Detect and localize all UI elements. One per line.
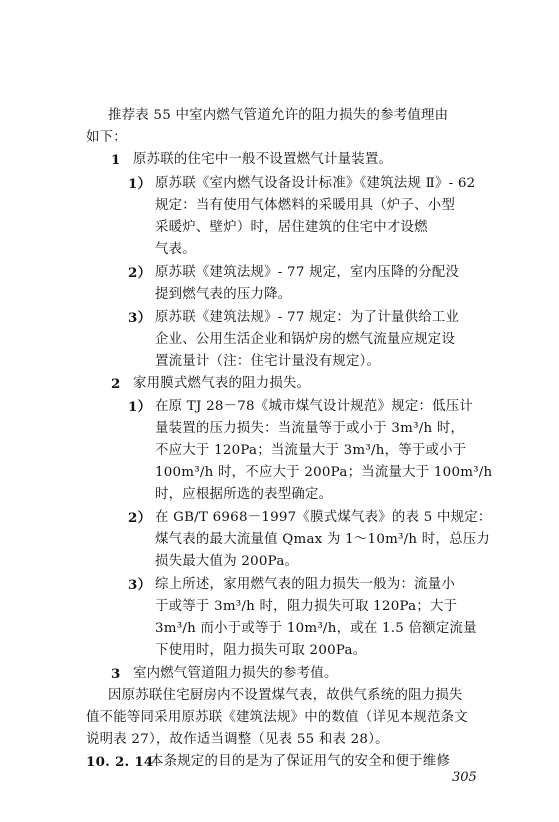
text-line: 规定：当有使用气体燃料的采暖用具（炉子、小型 [155,198,456,213]
list-marker: 2） [128,265,152,281]
text-line: 100m³/h 时，不应大于 200Pa；当流量大于 100m³/h [155,465,493,480]
list-marker: 3） [128,310,152,326]
text-line: 于或等于 3m³/h 时，阻力损失可取 120Pa；大于 [155,599,458,614]
text-line: 量装置的压力损失：当流量等于或小于 3m³/h 时， [155,421,465,436]
text-line: 3m³/h 而小于或等于 10m³/h，或在 1.5 倍额定流量 [155,621,477,636]
list-marker: 3） [128,577,152,593]
list-marker: 1） [128,176,152,192]
text-line: 损失最大值为 200Pa。 [155,554,299,569]
text-line: 推荐表 55 中室内燃气管道允许的阻力损失的参考值理由 [108,108,449,123]
list-marker: 2） [128,510,152,526]
text-line: 采暖炉、壁炉）时，居住建筑的住宅中才设燃 [155,220,428,235]
text-line: 说明表 27），故作适当调整（见表 55 和表 28）。 [86,732,389,747]
text-line: 下使用时，阻力损失可取 200Pa。 [155,643,367,658]
text-line: 原苏联《建筑法规》- 77 规定，室内压降的分配没 [155,265,460,280]
text-line: 不应大于 120Pa；当流量大于 3m³/h，等于或小于 [155,443,467,458]
text-line: 因原苏联住宅厨房内不设置煤气表，故供气系统的阻力损失 [108,688,463,703]
list-marker: 3 [111,666,121,682]
text-line: 本条规定的目的是为了保证用气的安全和便于维修 [150,754,451,769]
text-line: 家用膜式燃气表的阻力损失。 [133,376,311,391]
page-number: 305 [452,770,477,785]
text-line: 气表。 [155,242,196,257]
text-line: 在原 TJ 28－78《城市煤气设计规范》规定：低压计 [155,399,474,414]
text-line: 置流量计（注：住宅计量没有规定）。 [155,354,381,369]
text-line: 在 GB/T 6968－1997《膜式煤气表》的表 5 中规定： [155,510,492,525]
text-line: 原苏联《室内燃气设备设计标准》《建筑法规 Ⅱ》- 62 [155,176,476,191]
text-line: 室内燃气管道阻力损失的参考值。 [133,666,338,681]
text-line: 煤气表的最大流量值 Qmax 为 1～10m³/h 时，总压力 [155,532,490,547]
list-marker: 1） [128,399,152,415]
text-line: 值不能等同采用原苏联《建筑法规》中的数值（详见本规范条文 [86,710,468,725]
text-line: 原苏联《建筑法规》- 77 规定：为了计量供给工业 [155,310,460,325]
text-line: 企业、公用生活企业和锅炉房的燃气流量应规定设 [155,332,456,347]
text-line: 提到燃气表的压力降。 [155,287,292,302]
text-line: 原苏联的住宅中一般不设置燃气计量装置。 [133,152,393,167]
text-line: 如下： [86,130,127,145]
text-line: 时，应根据所选的表型确定。 [155,487,333,502]
clause-number: 10. 2. 14 [86,754,154,770]
list-marker: 2 [111,376,121,392]
text-line: 综上所述，家用燃气表的阻力损失一般为：流量小 [155,577,456,592]
list-marker: 1 [111,152,121,168]
